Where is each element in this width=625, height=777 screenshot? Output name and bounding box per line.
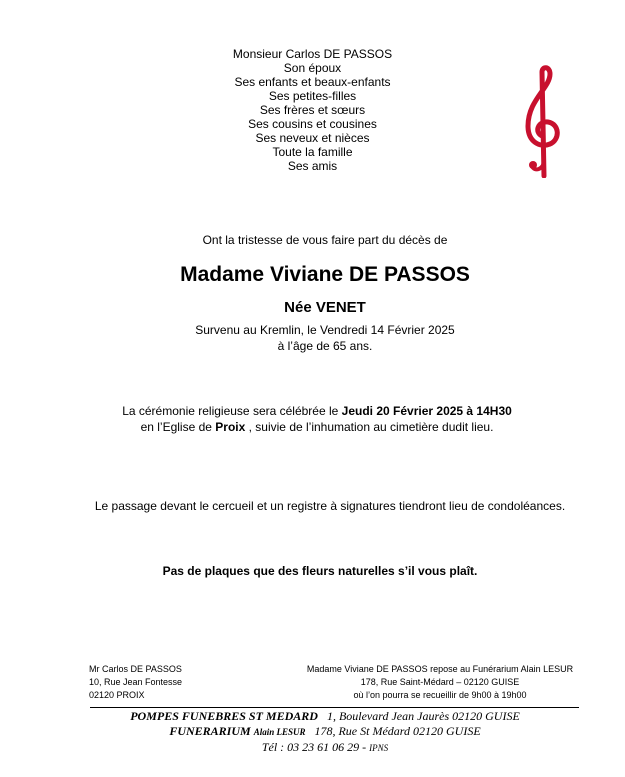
footer [0, 709, 625, 756]
death-line: Survenu au Kremlin, le Vendredi 14 Février 2025 [195, 323, 455, 337]
company-name-2-prefix: FUNERARIUM [169, 724, 254, 738]
church-prefix: en l’Eglise de [140, 420, 216, 434]
age-line: à l’âge de 65 ans. [277, 339, 373, 353]
family-line: Ses frères et sœurs [259, 103, 366, 117]
ceremony-details [0, 403, 625, 435]
contact-name: Mr Carlos DE PASSOS [89, 664, 182, 674]
footer-line-3 [0, 740, 625, 756]
family-line: Ses enfants et beaux-enfants [234, 75, 391, 89]
printer-mark: IPNS [369, 743, 389, 753]
footer-line-1 [0, 709, 625, 724]
ceremony-prefix: La cérémonie religieuse sera célébrée le [122, 404, 342, 418]
company-address-2: 178, Rue St Médard 02120 GUISE [314, 724, 481, 738]
burial-text: , suivie de l’inhumation au cimetière dudit lieu. [245, 420, 494, 434]
family-line: Monsieur Carlos DE PASSOS [232, 47, 393, 61]
ceremony-date-time: Jeudi 20 Février 2025 à 14H30 [341, 404, 512, 418]
family-contact [89, 663, 182, 702]
visiting-hours: où l’on pourra se recueillir de 9h00 à 19h00 [353, 690, 527, 700]
ceremony-line-2 [0, 419, 625, 435]
company-address-1: 1, Boulevard Jean Jaurès 02120 GUISE [326, 709, 520, 723]
rest-place-line: Madame Viviane DE PASSOS repose au Funérarium Alain LESUR [306, 664, 574, 674]
deceased-name: Madame Viviane DE PASSOS [180, 263, 470, 286]
contact-street: 10, Rue Jean Fontesse [89, 677, 183, 687]
treble-clef-icon [520, 64, 568, 178]
intro-text: Ont la tristesse de vous faire part du décès de [202, 233, 448, 247]
flowers-text: Pas de plaques que des fleurs naturelles s’il vous plaît. [162, 564, 478, 578]
funeral-home-info [240, 663, 625, 702]
family-line: Son époux [283, 61, 342, 75]
footer-line-2 [0, 724, 625, 740]
family-line: Ses amis [287, 159, 338, 173]
maiden-name: Née VENET [284, 299, 366, 316]
funeral-home-address: 178, Rue Saint-Médard – 02120 GUISE [360, 677, 520, 687]
family-line: Toute la famille [272, 145, 353, 159]
death-details [0, 322, 625, 354]
family-line: Ses neveux et nièces [255, 131, 370, 145]
family-line: Ses petites-filles [268, 89, 357, 103]
footer-divider [90, 707, 579, 708]
church-place: Proix [215, 420, 246, 434]
contact-city: 02120 PROIX [89, 690, 145, 700]
company-name-2: Alain LESUR [253, 727, 306, 737]
condolences-text: Le passage devant le cercueil et un registre à signatures tiendront lieu de condoléances. [94, 499, 566, 513]
phone-number: Tél : 03 23 61 06 29 - [261, 740, 367, 754]
company-name-1: POMPES FUNEBRES ST MEDARD [130, 709, 318, 723]
family-line: Ses cousins et cousines [248, 117, 377, 131]
ceremony-line-1 [0, 403, 625, 419]
